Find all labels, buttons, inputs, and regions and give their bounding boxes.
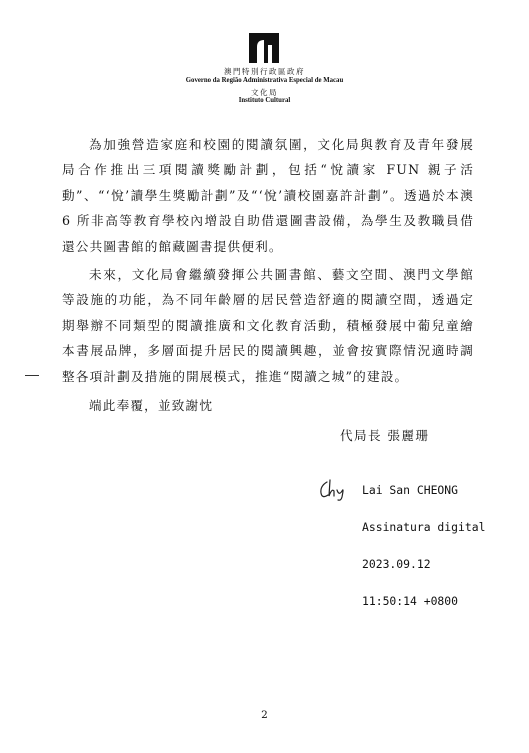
government-name-pt: Governo da Região Administrativa Especial de Macau [185, 77, 344, 84]
signature-date: 2023.09.12 [362, 557, 431, 572]
signature-label: Assinatura digital [362, 520, 486, 535]
institute-logo-icon [249, 33, 279, 63]
digital-signature-block [362, 459, 485, 633]
body-paragraph-1: 為加強營造家庭和校園的閱讀氛圍，文化局與教育及青年發展局合作推出三項閱讀獎勵計劃，包括“悅讀家 FUN 親子活動”、“‘悅’讀學生獎勵計劃”及“‘悅’讀校園嘉許計劃”。透過於本澳 6 所非高等教育學校內增設自助借還圖書設備，為學生及教職員借還公共圖書館的館藏圖書提供便利。 [62, 137, 474, 254]
signature-time: 11:50:14 +0800 [362, 594, 459, 609]
government-name-zh: 澳門特別行政區政府 [224, 67, 305, 76]
institute-name-pt: Instituto Cultural [238, 97, 291, 104]
handwritten-signature-icon [318, 478, 348, 502]
signer-name: Lai San CHEONG [362, 482, 459, 497]
closing-line: 端此奉覆，並致謝忱 [89, 398, 214, 413]
body-paragraph-2: 未來，文化局會繼續發揮公共圖書館、藝文空間、澳門文學館等設施的功能，為不同年齡層的居民營造舒適的閱讀空間，透過定期舉辦不同類型的閱讀推廣和文化教育活動，積極發展中葡兒童繪本書展品牌，多層面提升居民的閱讀興趣，並會按實際情況適時調整各項計劃及措施的開展模式，推進“閱讀之城”的建設。 [62, 267, 474, 384]
page-number: 2 [261, 709, 268, 721]
signatory-title-name: 代局長 張麗珊 [340, 428, 430, 443]
margin-mark [25, 375, 39, 376]
institute-name-zh: 文化局 [251, 88, 278, 97]
